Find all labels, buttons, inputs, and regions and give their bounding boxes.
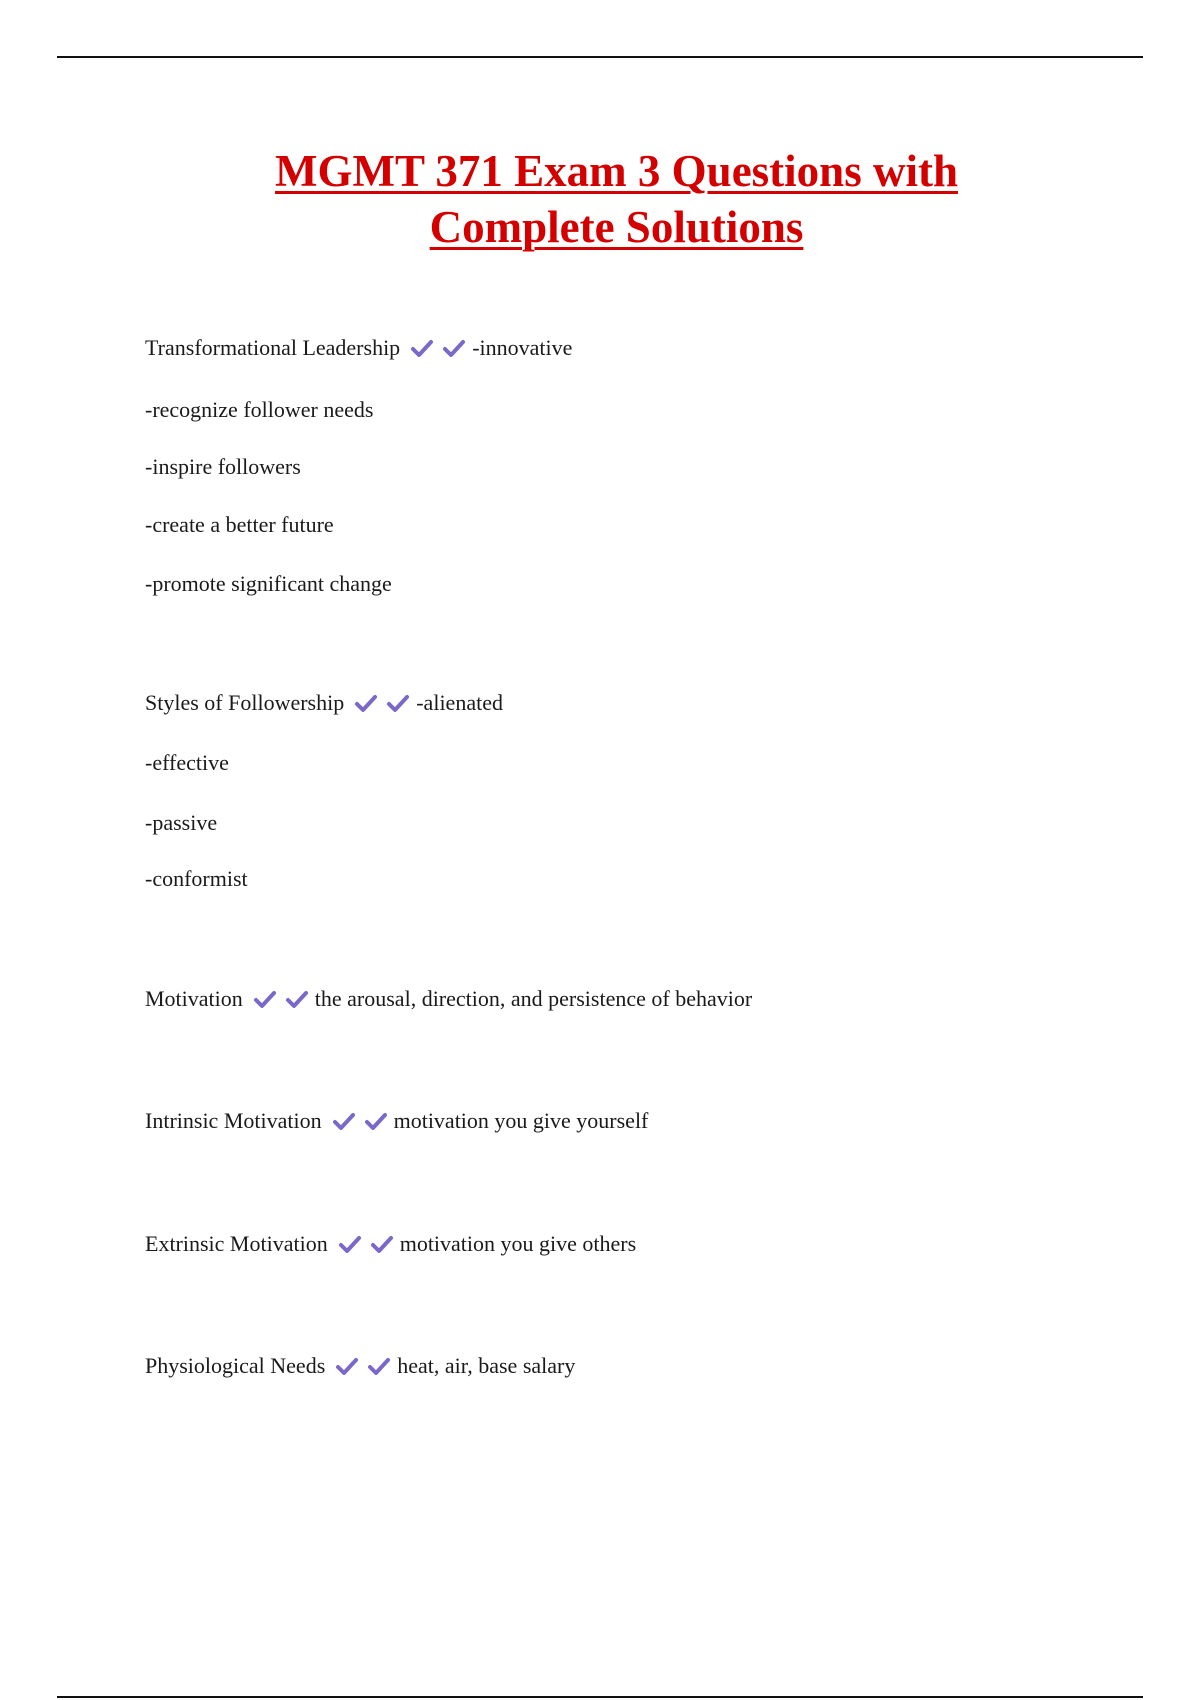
entry-term: Extrinsic Motivation bbox=[145, 1231, 328, 1256]
entry-answer: motivation you give yourself bbox=[393, 1108, 649, 1133]
footer-rule bbox=[57, 1696, 1143, 1698]
answer-continuation: -passive bbox=[145, 810, 218, 835]
checkmark-icon bbox=[253, 987, 277, 1011]
checkmark-icon bbox=[332, 1109, 356, 1133]
title-line-2: Complete Solutions bbox=[429, 202, 804, 252]
qa-entry bbox=[145, 333, 572, 363]
document-title bbox=[0, 143, 1200, 255]
entry-answer: -innovative bbox=[472, 335, 573, 360]
entry-term: Physiological Needs bbox=[145, 1353, 326, 1378]
entry-term: Transformational Leadership bbox=[145, 335, 401, 360]
checkmark-icon bbox=[338, 1232, 362, 1256]
qa-entry bbox=[145, 1229, 636, 1259]
answer-continuation: -inspire followers bbox=[145, 454, 301, 479]
checkmark-icon bbox=[442, 336, 466, 360]
checkmark-icon bbox=[386, 691, 410, 715]
qa-entry bbox=[145, 1351, 575, 1381]
entry-term: Motivation bbox=[145, 986, 243, 1011]
qa-entry bbox=[145, 984, 752, 1014]
entry-answer: heat, air, base salary bbox=[397, 1353, 576, 1378]
entry-answer: -alienated bbox=[416, 690, 503, 715]
checkmark-icon bbox=[410, 336, 434, 360]
answer-continuation: -create a better future bbox=[145, 512, 334, 537]
title-line-1: MGMT 371 Exam 3 Questions with bbox=[275, 146, 958, 196]
entry-answer: motivation you give others bbox=[399, 1231, 637, 1256]
answer-continuation: -promote significant change bbox=[145, 571, 392, 596]
checkmark-icon bbox=[367, 1354, 391, 1378]
qa-entry bbox=[145, 1106, 648, 1136]
header-rule bbox=[57, 56, 1143, 58]
checkmark-icon bbox=[370, 1232, 394, 1256]
answer-continuation: -recognize follower needs bbox=[145, 397, 374, 422]
entry-term: Styles of Followership bbox=[145, 690, 345, 715]
qa-entry bbox=[145, 688, 503, 718]
checkmark-icon bbox=[285, 987, 309, 1011]
entry-term: Intrinsic Motivation bbox=[145, 1108, 322, 1133]
entry-answer: the arousal, direction, and persistence of behavior bbox=[314, 986, 753, 1011]
answer-continuation: -effective bbox=[145, 750, 229, 775]
answer-continuation: -conformist bbox=[145, 866, 248, 891]
checkmark-icon bbox=[364, 1109, 388, 1133]
checkmark-icon bbox=[335, 1354, 359, 1378]
checkmark-icon bbox=[354, 691, 378, 715]
